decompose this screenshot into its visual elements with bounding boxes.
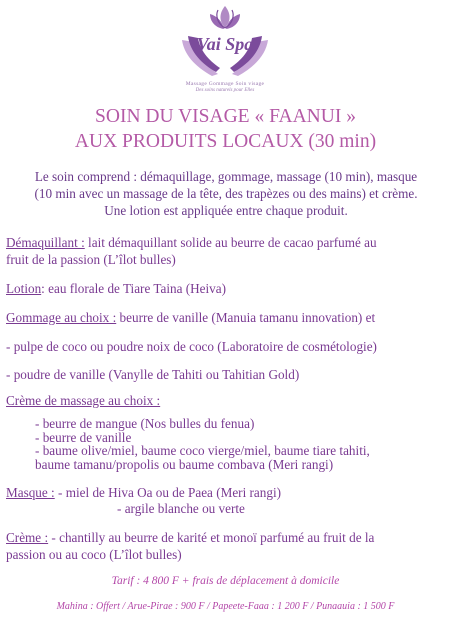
- creme-section: [6, 529, 446, 563]
- gommage-text: beurre de vanille (Manuia tamanu innovation) et: [116, 310, 376, 325]
- demaquillant-text-2: fruit de la passion (L’îlot bulles): [6, 252, 176, 267]
- tarif-line: Tarif : 4 800 F + frais de déplacement à domicile: [111, 575, 340, 587]
- list-item: - baume olive/miel, baume coco vierge/miel, baume tiare tahiti,: [35, 443, 370, 458]
- gommage-option-vanille: - poudre de vanille (Vanylle de Tahiti ou Tahitian Gold): [6, 367, 300, 382]
- demaquillant-section: [6, 234, 446, 268]
- hands-flower-logo-icon: [160, 2, 290, 82]
- creme-label: Crème :: [6, 530, 49, 545]
- gommage-label: Gommage au choix :: [6, 310, 117, 325]
- logo-tagline: Massage Gommage Soin visage: [185, 81, 265, 87]
- logo-brand: Vai Spa: [196, 34, 254, 54]
- page-title-line2: AUX PRODUITS LOCAUX (30 min): [74, 131, 377, 152]
- masque-label: Masque :: [6, 485, 55, 500]
- list-item: - beurre de mangue (Nos bulles du fenua): [35, 416, 255, 431]
- gommage-option-coco: - pulpe de coco ou poudre noix de coco (Laboratoire de cosmétologie): [6, 339, 377, 354]
- masque-text-2: - argile blanche ou verte: [117, 501, 245, 516]
- demaquillant-text: lait démaquillant solide au beurre de cacao parfumé au: [84, 235, 377, 250]
- logo: [160, 2, 290, 100]
- lotion-section: [6, 280, 446, 297]
- lotion-label: Lotion: [6, 281, 42, 296]
- creme-massage-label: Crème de massage au choix :: [6, 393, 161, 408]
- masque-text: - miel de Hiva Oa ou de Paea (Meri rangi): [54, 485, 282, 500]
- list-item: baume tamanu/propolis ou baume combava (Meri rangi): [35, 456, 334, 472]
- masque-section: [6, 484, 446, 501]
- creme-massage-list: [6, 417, 446, 471]
- intro-paragraph: [6, 168, 446, 219]
- demaquillant-label: Démaquillant :: [6, 235, 85, 250]
- creme-text: - chantilly au beurre de karité et monoï parfumé au fruit de la: [48, 530, 375, 545]
- logo-slogan: Des soins naturels pour Elles: [195, 88, 255, 93]
- creme-text-2: passion ou au coco (L’îlot bulles): [6, 547, 182, 562]
- lotion-text: : eau florale de Tiare Taina (Heiva): [41, 281, 227, 296]
- intro-line: (10 min avec un massage de la tête, des trapèzes ou des mains) et crème.: [34, 186, 418, 201]
- page-title-line1: SOIN DU VISAGE « FAANUI »: [95, 106, 356, 127]
- gommage-section: [6, 309, 446, 326]
- intro-line: Le soin comprend : démaquillage, gommage, massage (10 min), masque: [34, 169, 418, 184]
- intro-line: Une lotion est appliquée entre chaque produit.: [104, 203, 348, 218]
- list-item: - beurre de vanille: [35, 429, 132, 445]
- creme-massage-label-row: [6, 392, 446, 409]
- delivery-prices: Mahina : Offert / Arue-Pirae : 900 F / Papeete-Faaa : 1 200 F / Punaauia : 1 500 F: [56, 601, 395, 612]
